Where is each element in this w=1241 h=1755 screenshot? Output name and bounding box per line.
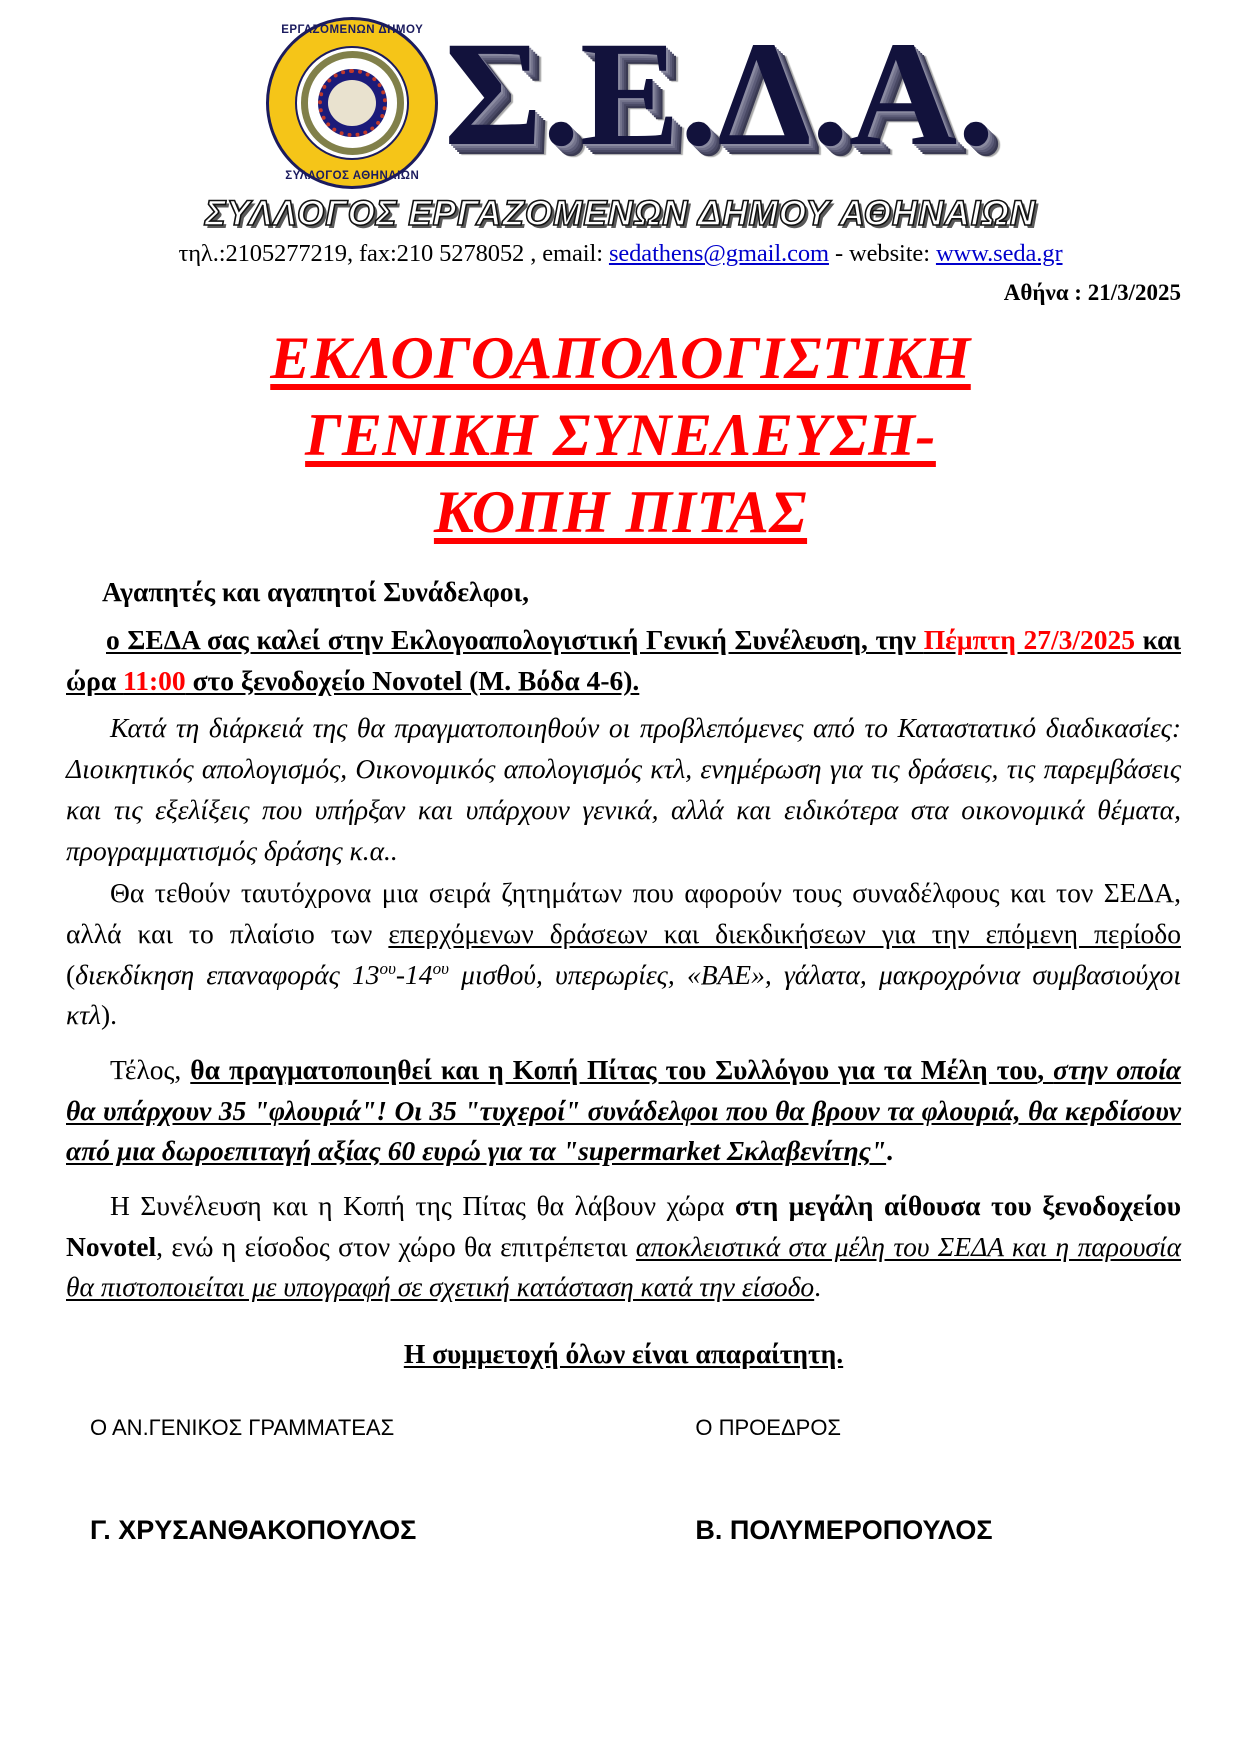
signature-name-left: Γ. ΧΡΥΣΑΝΘΑΚΟΠΟΥΛΟΣ [90, 1514, 417, 1545]
issues-italic-claim-c: μισθού, υπερωρίες, «ΒΑΕ», γάλατα, μακροχρόνια συμβασιούχοι κτλ [66, 958, 1182, 1031]
contact-website-label: - website: [828, 240, 936, 267]
pita-paragraph [66, 1050, 1181, 1172]
signature-role-left: Ο ΑΝ.ΓΕΝΙΚΟΣ ΓΡΑΜΜΑΤΕΑΣ [90, 1414, 395, 1440]
pita-bold-underlined-text: θα πραγματοποιηθεί και η Κοπή Πίτας του Συλλόγου για τα Μέλη του [190, 1053, 1038, 1085]
venue-text-part3: . [814, 1271, 822, 1303]
venue-paragraph [66, 1186, 1181, 1308]
issues-text-part3: ). [100, 999, 117, 1031]
venue-text-part2: , ενώ η είσοδος στον χώρο θα επιτρέπεται [156, 1230, 636, 1262]
pita-prize-details: στην οποία θα υπάρχουν 35 "φλουριά"! Οι 35 "τυχεροί" συνάδελφοι που θα βρουν τα φλουριά, θα κερδίσουν από μια δωροεπιταγή αξίας 60 ευρώ για τα "supermarket Σκλαβενίτης" [66, 1053, 1182, 1167]
pita-comma: , [1037, 1053, 1054, 1085]
signature-names-row [0, 1515, 1241, 1546]
page-title [0, 320, 1241, 550]
greeting-paragraph: Αγαπητές και αγαπητοί Συνάδελφοι, [102, 576, 529, 608]
seal-bottom-text: ΣΥΛΛΟΓΟΣ ΑΘΗΝΑΙΩΝ [285, 170, 420, 182]
issues-paragraph [66, 873, 1181, 1036]
invite-time-highlight: 11:00 [123, 664, 186, 696]
contact-phone-fax-text: τηλ.:2105277219, fax:210 5278052 , email: [178, 240, 609, 267]
venue-text-part1: Η Συνέλευση και η Κοπή της Πίτας θα λάβουν χώρα [110, 1190, 735, 1222]
invite-text-part2: και ώρα [66, 624, 1182, 696]
organization-full-name: ΣΥΛΛΟΓΟΣ ΕΡΓΑΖΟΜΕΝΩΝ ΔΗΜΟΥ ΑΘΗΝΑΙΩΝ [204, 194, 1037, 233]
issues-underlined-phrase: επερχόμενων δράσεων και διεκδικήσεων για την επόμενη περίοδο [388, 917, 1181, 949]
issues-superscript-2: ου [432, 958, 449, 978]
document-date: Αθήνα : 21/3/2025 [1003, 280, 1181, 305]
issues-italic-claim-b: -14 [395, 958, 433, 990]
website-link[interactable]: www.seda.gr [935, 240, 1063, 267]
pita-end-period: . [886, 1135, 893, 1167]
issues-text-part2: ( [66, 958, 76, 990]
title-line-1: ΕΚΛΟΓΟΑΠΟΛΟΓΙΣΤΙΚΗ [270, 325, 971, 391]
invite-text-part3: στο ξενοδοχείο Novotel (Μ. Βόδα 4-6). [185, 664, 640, 696]
signature-role-right: Ο ΠΡΟΕΔΡΟΣ [695, 1414, 842, 1440]
invite-date-highlight: Πέμπτη 27/3/2025 [923, 624, 1135, 656]
closing-statement: Η συμμετοχή όλων είναι απαραίτητη. [403, 1338, 844, 1370]
organization-seal-icon [266, 17, 438, 189]
organization-wordmark: Σ.Ε.Δ.Α. [444, 11, 995, 177]
letterhead [0, 0, 1241, 200]
pita-intro-text: Τέλος, [110, 1053, 191, 1085]
issues-superscript-1: ου [379, 958, 396, 978]
contact-line [0, 240, 1241, 268]
title-line-2: ΓΕΝΙΚΗ ΣΥΝΕΛΕΥΣΗ- [305, 401, 936, 468]
invitation-paragraph [66, 620, 1181, 701]
invite-text-part1: ο ΣΕΔΑ σας καλεί στην Εκλογοαπολογιστική Γενική Συνέλευση, την [106, 624, 924, 656]
agenda-paragraph: Κατά τη διάρκειά της θα πραγματοποιηθούν οι προβλεπόμενες από το Καταστατικό διαδικασίες: Διοικητικός απολογισμός, Οικονομικός απολογισμός κτλ, ενημέρωση για τις δράσεις, τις παρεμβάσεις και τις εξελίξεις που υπήρξαν και υπάρχουν γενικά, αλλά και ειδικότερα στα οικονομικά θέματα, προγραμματισμός δράσης κ.α.. [66, 712, 1181, 866]
venue-entry-policy: αποκλειστικά στα μέλη του ΣΕΔΑ και η παρουσία θα πιστοποιείται με υπογραφή σε σχετική κατάσταση κατά την είσοδο [66, 1230, 1181, 1303]
issues-italic-claim-a: διεκδίκηση επαναφοράς 13 [75, 958, 380, 990]
seal-top-text: ΕΡΓΑΖΟΜΕΝΩΝ ΔΗΜΟΥ [281, 24, 424, 36]
title-line-3: ΚΟΠΗ ΠΙΤΑΣ [433, 478, 808, 545]
signature-name-right: Β. ΠΟΛΥΜΕΡΟΠΟΥΛΟΣ [695, 1514, 993, 1545]
issues-text-part1: Θα τεθούν ταυτόχρονα μια σειρά ζητημάτων που αφορούν τους συναδέλφους και τον ΣΕΔΑ, αλλά και το πλαίσιο των [66, 877, 1181, 949]
email-link[interactable]: sedathens@gmail.com [608, 240, 829, 267]
venue-hall-bold: στη μεγάλη αίθουσα του ξενοδοχείου Novotel [66, 1190, 1181, 1262]
signature-roles-row [0, 1415, 1241, 1441]
document-body [0, 572, 1241, 1374]
